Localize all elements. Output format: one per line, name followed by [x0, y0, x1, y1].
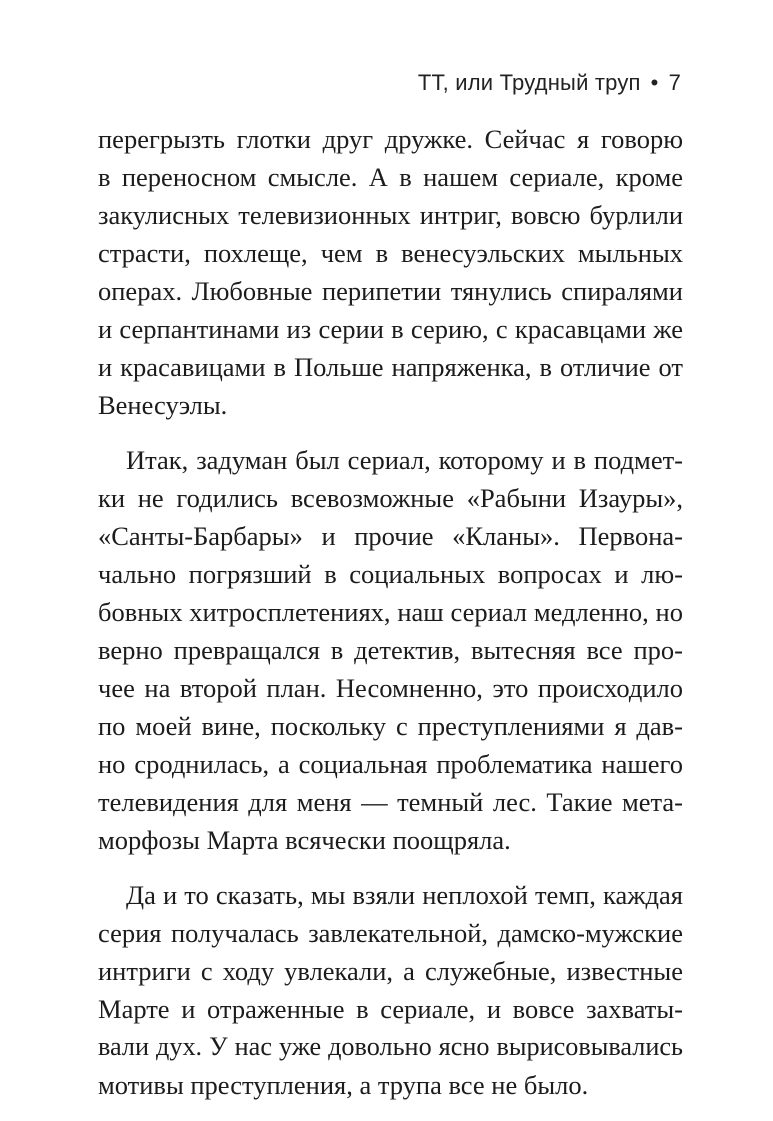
text-line: ки не годились всевозможные «Рабыни Изауры», [98, 483, 683, 513]
text-line: чально погрязший в социальных вопросах и лю- [98, 559, 683, 589]
text-line: по моей вине, поскольку с преступлениями я дав- [98, 711, 683, 741]
text-line: верно превращался в детектив, вытесняя все про- [98, 635, 683, 665]
text-line: операх. Любовные перипетии тянулись спиралями [98, 276, 683, 306]
running-header [418, 70, 681, 96]
text-line: морфозы Марта всячески поощряла. [98, 825, 511, 855]
text-line: Венесуэлы. [98, 390, 228, 420]
paragraph-1 [98, 120, 683, 424]
text-line: Марте и отраженные в сериале, и вовсе захваты- [98, 994, 683, 1024]
body-text [98, 120, 683, 1121]
text-line: закулисных телевизионных интриг, вовсю бурлили [98, 200, 683, 230]
text-line: мотивы преступления, а трупа все не было. [98, 1070, 589, 1100]
text-line: и красавицами в Польше напряженка, в отличие от [98, 352, 683, 382]
text-line: бовных хитросплетениях, наш сериал медленно, но [98, 597, 683, 627]
text-line: телевидения для меня — темный лес. Такие мета- [98, 787, 683, 817]
paragraph-3 [98, 876, 683, 1104]
header-separator: • [650, 70, 659, 95]
text-line: в переносном смысле. А в нашем сериале, кроме [98, 162, 683, 192]
text-line: серия получалась завлекательной, дамско-мужские [98, 918, 683, 948]
page-number: 7 [668, 70, 681, 95]
text-line: чее на второй план. Несомненно, это происходило [98, 673, 683, 703]
text-line: «Санты-Барбары» и прочие «Кланы». Первона- [98, 521, 683, 551]
text-line: Да и то сказать, мы взяли неплохой темп, каждая [126, 880, 683, 910]
text-line: страсти, похлеще, чем в венесуэльских мыльных [98, 238, 683, 268]
text-line: интриги с ходу увлекали, а служебные, известные [98, 956, 683, 986]
book-title: ТТ, или Трудный труп [417, 70, 641, 95]
text-line: вали дух. У нас уже довольно ясно вырисовывались [98, 1032, 683, 1061]
text-line: но сроднилась, а социальная проблематика нашего [98, 749, 683, 779]
paragraph-2 [98, 441, 683, 859]
text-line: Итак, задуман был сериал, которому и в подмет- [126, 445, 683, 475]
text-line: перегрызть глотки друг дружке. Сейчас я говорю [98, 124, 683, 154]
text-line: и серпантинами из серии в серию, с красавцами же [98, 314, 683, 344]
